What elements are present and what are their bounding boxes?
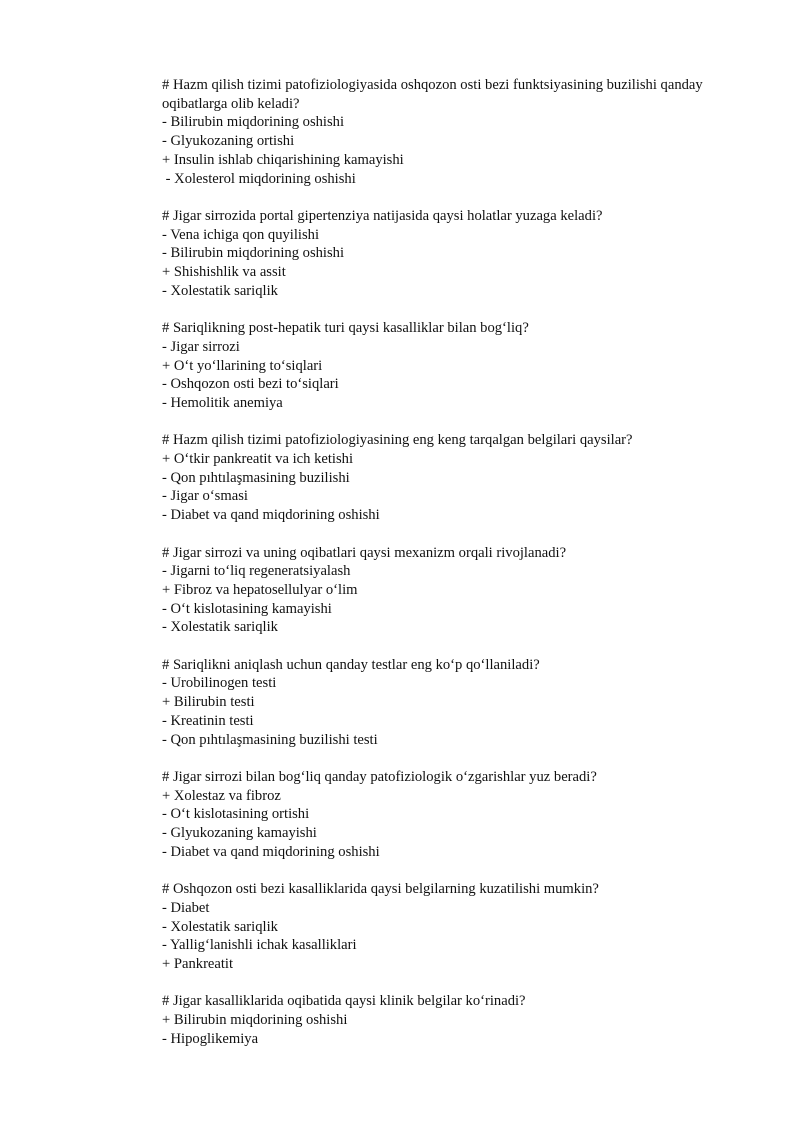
question-block bbox=[162, 207, 740, 301]
question-text: # Hazm qilish tizimi patofiziologiyasida oshqozon osti bezi funktsiyasining buzilishi qanday oqibatlarga olib keladi? bbox=[162, 77, 707, 112]
question-block bbox=[162, 656, 740, 750]
answer-option: - Diabet va qand miqdorining oshishi bbox=[162, 507, 380, 524]
answer-option: - Xolestatik sariqlik bbox=[162, 918, 278, 935]
question-block bbox=[162, 319, 740, 413]
question-text: # Jigar sirrozi bilan bog‘liq qanday patofiziologik o‘zgarishlar yuz beradi? bbox=[162, 768, 597, 785]
answer-option: - Kreatinin testi bbox=[162, 712, 254, 729]
question-text: # Hazm qilish tizimi patofiziologiyasining eng keng tarqalgan belgilari qaysilar? bbox=[162, 432, 633, 449]
answer-option: - Jigarni to‘liq regeneratsiyalash bbox=[162, 563, 351, 580]
question-text: # Sariqlikning post-hepatik turi qaysi kasalliklar bilan bog‘liq? bbox=[162, 320, 529, 337]
question-block bbox=[162, 880, 740, 974]
question-block bbox=[162, 431, 740, 525]
answer-option: - Yallig‘lanishli ichak kasalliklari bbox=[162, 937, 357, 954]
answer-option: + O‘tkir pankreatit va ich ketishi bbox=[162, 451, 354, 468]
question-text: # Oshqozon osti bezi kasalliklarida qaysi belgilarning kuzatilishi mumkin? bbox=[162, 881, 599, 898]
answer-option: - Glyukozaning ortishi bbox=[162, 133, 295, 150]
question-block bbox=[162, 76, 740, 188]
question-text: # Jigar sirrozi va uning oqibatlari qaysi mexanizm orqali rivojlanadi? bbox=[162, 544, 567, 561]
answer-option: - Qon pıhtılaşmasining buzilishi testi bbox=[162, 731, 378, 748]
question-text: # Jigar kasalliklarida oqibatida qaysi klinik belgilar ko‘rinadi? bbox=[162, 993, 526, 1010]
answer-option: - Glyukozaning kamayishi bbox=[162, 825, 317, 842]
question-block bbox=[162, 544, 740, 638]
answer-option: + Xolestaz va fibroz bbox=[162, 787, 281, 804]
answer-option: - Jigar sirrozi bbox=[162, 338, 240, 355]
question-text: # Jigar sirrozida portal gipertenziya natijasida qaysi holatlar yuzaga keladi? bbox=[162, 207, 603, 224]
answer-option: - Diabet bbox=[162, 899, 210, 916]
answer-option: - Bilirubin miqdorining oshishi bbox=[162, 114, 345, 131]
answer-option: - Qon pıhtılaşmasining buzilishi bbox=[162, 469, 350, 486]
answer-option: + O‘t yo‘llarining to‘siqlari bbox=[162, 357, 323, 374]
answer-option: - Xolestatik sariqlik bbox=[162, 619, 278, 636]
answer-option: - Xolesterol miqdorining oshishi bbox=[162, 170, 356, 187]
answer-option: + Bilirubin miqdorining oshishi bbox=[162, 1012, 348, 1029]
answer-option: - Urobilinogen testi bbox=[162, 675, 277, 692]
answer-option: + Bilirubin testi bbox=[162, 694, 255, 711]
question-text: # Sariqlikni aniqlash uchun qanday testlar eng ko‘p qo‘llaniladi? bbox=[162, 656, 540, 673]
answer-option: - Diabet va qand miqdorining oshishi bbox=[162, 843, 380, 860]
question-block bbox=[162, 768, 740, 862]
answer-option: - Vena ichiga qon quyilishi bbox=[162, 226, 319, 243]
answer-option: - O‘t kislotasining ortishi bbox=[162, 806, 310, 823]
answer-option: + Fibroz va hepatosellulyar o‘lim bbox=[162, 581, 358, 598]
answer-option: + Shishishlik va assit bbox=[162, 264, 286, 281]
answer-option: + Pankreatit bbox=[162, 955, 234, 972]
answer-option: - Hipoglikemiya bbox=[162, 1030, 259, 1047]
answer-option: - O‘t kislotasining kamayishi bbox=[162, 600, 332, 617]
answer-option: + Insulin ishlab chiqarishining kamayishi bbox=[162, 151, 404, 168]
answer-option: - Xolestatik sariqlik bbox=[162, 282, 278, 299]
answer-option: - Jigar o‘smasi bbox=[162, 488, 248, 505]
answer-option: - Hemolitik anemiya bbox=[162, 394, 283, 411]
answer-option: - Oshqozon osti bezi to‘siqlari bbox=[162, 376, 339, 393]
question-block bbox=[162, 992, 740, 1048]
answer-option: - Bilirubin miqdorining oshishi bbox=[162, 245, 345, 262]
